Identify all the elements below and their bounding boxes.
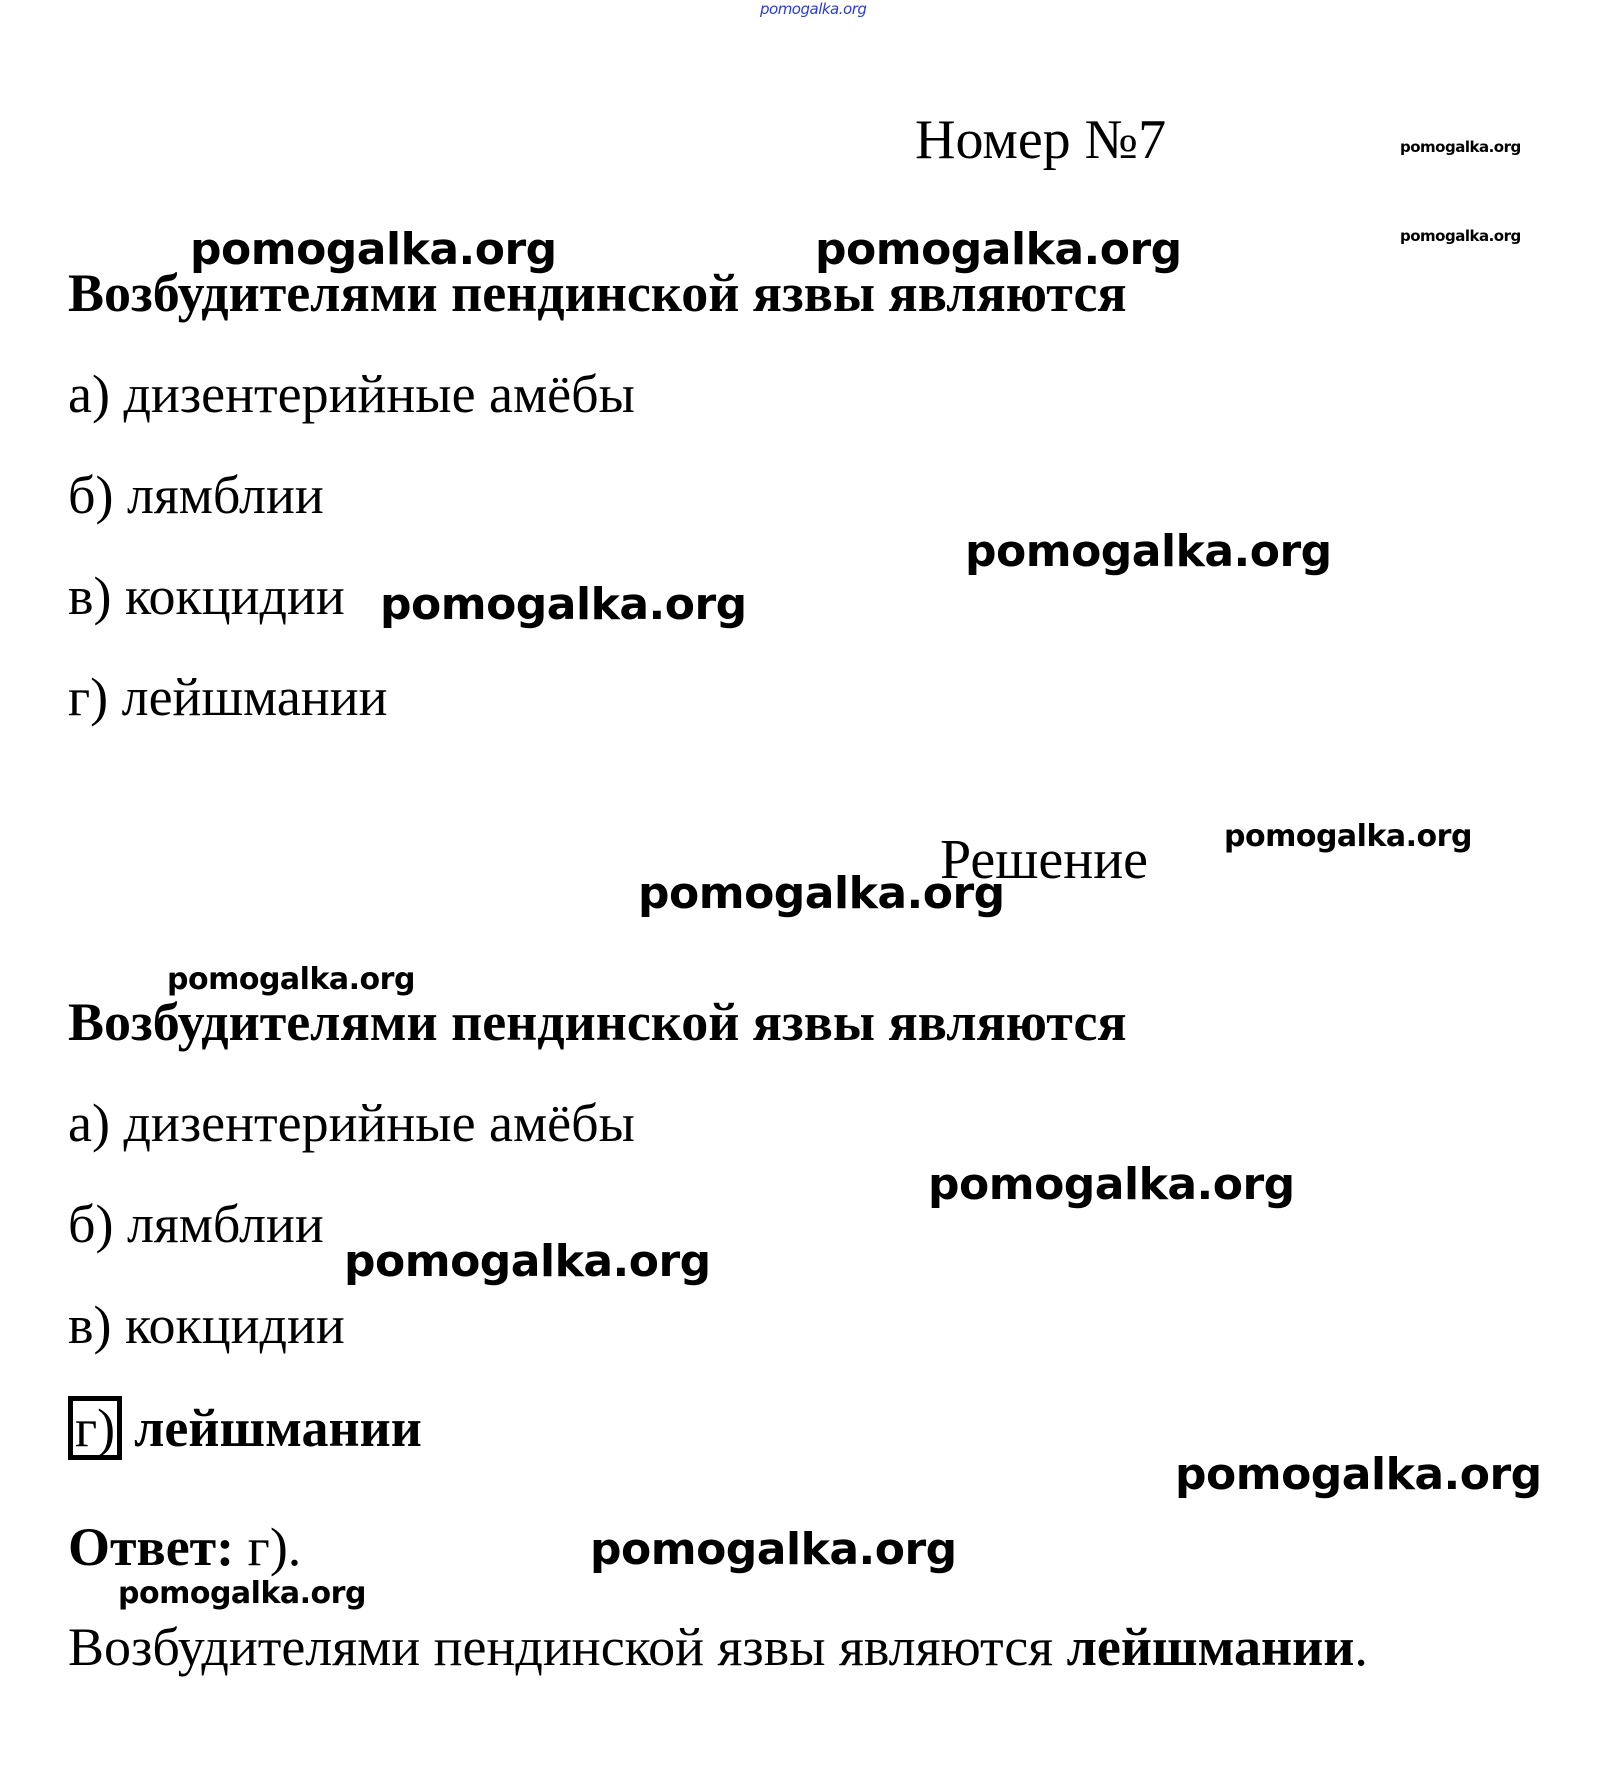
solution-option-d-selected <box>68 1396 422 1460</box>
watermark: pomogalka.org <box>380 579 747 630</box>
solution-option-a: а) дизентерийные амёбы <box>68 1093 635 1153</box>
answer-value: г). <box>234 1517 302 1577</box>
solution-option-c: в) кокцидии <box>68 1295 345 1355</box>
option-d: г) лейшмании <box>68 667 388 727</box>
solution-heading: Решение <box>940 829 1149 891</box>
selected-answer-text: лейшмании <box>134 1398 422 1458</box>
watermark: pomogalka.org <box>1400 227 1521 245</box>
option-c: в) кокцидии <box>68 566 345 626</box>
watermark: pomogalka.org <box>638 868 1005 919</box>
solution-question-text: Возбудителями пендинской язвы являются <box>68 992 1127 1052</box>
watermark: pomogalka.org <box>815 224 1182 275</box>
watermark: pomogalka.org <box>118 1576 366 1611</box>
watermark: pomogalka.org <box>965 526 1332 577</box>
explanation-suffix: . <box>1354 1617 1368 1677</box>
watermark: pomogalka.org <box>1224 819 1472 854</box>
watermark: pomogalka.org <box>1175 1449 1542 1500</box>
watermark: pomogalka.org <box>344 1236 711 1287</box>
explanation-prefix: Возбудителями пендинской язвы являются <box>68 1617 1067 1677</box>
watermark: pomogalka.org <box>928 1159 1295 1210</box>
explanation-bold: лейшмании <box>1066 1617 1355 1677</box>
answer-line <box>68 1517 302 1577</box>
option-a: а) дизентерийные амёбы <box>68 364 635 424</box>
watermark: pomogalka.org <box>590 1524 957 1575</box>
top-watermark: pomogalka.org <box>760 0 867 18</box>
watermark: pomogalka.org <box>167 962 415 997</box>
watermark: pomogalka.org <box>1400 138 1521 156</box>
explanation-line <box>68 1617 1368 1677</box>
question-text: Возбудителями пендинской язвы являются <box>68 263 1127 323</box>
answer-label: Ответ: <box>68 1517 235 1577</box>
selected-answer-box: г) <box>68 1396 122 1460</box>
watermark: pomogalka.org <box>190 224 557 275</box>
option-b: б) лямблии <box>68 465 324 525</box>
page-title: Номер №7 <box>915 109 1167 171</box>
solution-option-b: б) лямблии <box>68 1194 324 1254</box>
